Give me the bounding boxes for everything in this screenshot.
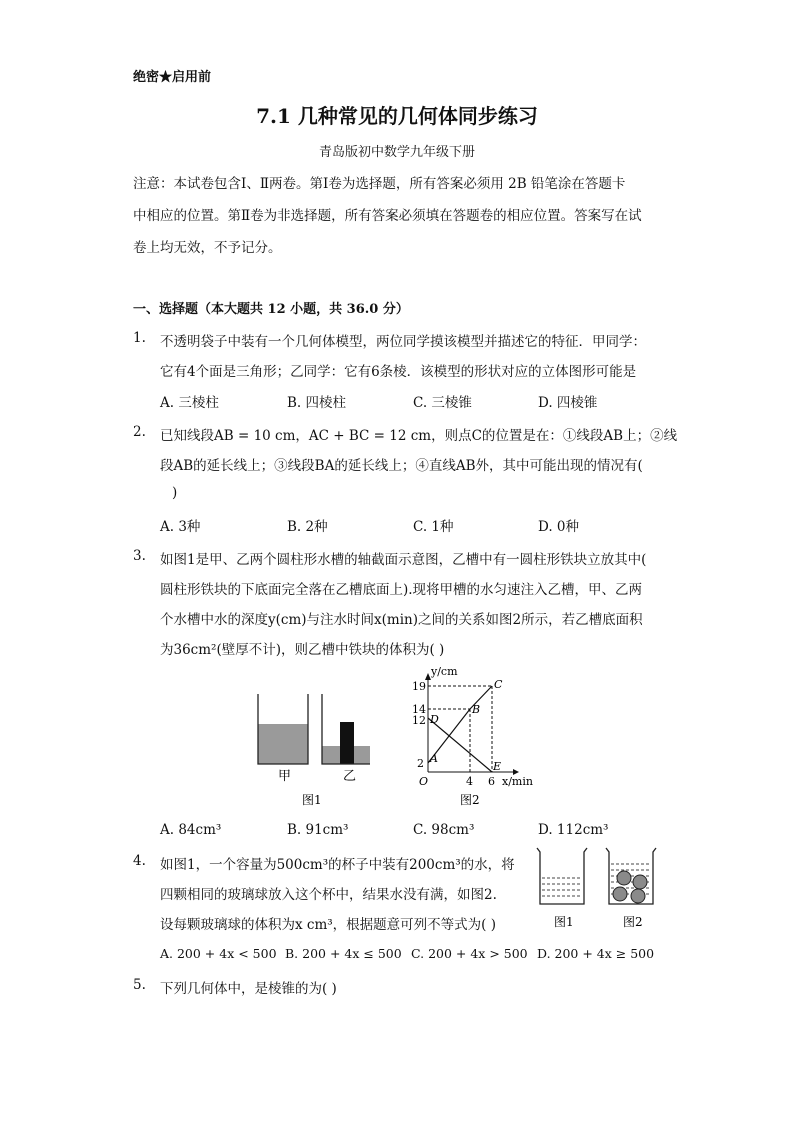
question-text-line: 圆柱形铁块的下底面完全落在乙槽底面上).现将甲槽的水匀速注入乙槽，甲、乙两 bbox=[160, 582, 643, 598]
x-tick-label: 6 bbox=[488, 775, 495, 788]
question-number: 4. bbox=[133, 853, 146, 869]
notice-line-2: 中相应的位置。第Ⅱ卷为非选择题，所有答案必须填在答题卷的相应位置。答案写在试 bbox=[133, 208, 642, 224]
figure-caption: 图1 bbox=[302, 793, 322, 807]
question-text-line: 它有4个面是三角形；乙同学：它有6条棱．该模型的形状对应的立体图形可能是 bbox=[160, 364, 637, 380]
question-text-line: 为36cm²(壁厚不计)，则乙槽中铁块的体积为( ) bbox=[160, 642, 445, 658]
y-axis-label: y/cm bbox=[431, 665, 458, 678]
option-a[interactable]: A. 三棱柱 bbox=[160, 395, 219, 411]
option-a[interactable]: A. 3种 bbox=[160, 519, 201, 535]
question-text-line: 如图1是甲、乙两个圆柱形水槽的轴截面示意图，乙槽中有一圆柱形铁块立放其中( bbox=[160, 552, 647, 568]
option-a[interactable]: A. 200 + 4x < 500 bbox=[160, 946, 277, 961]
question-text-line: 设每颗玻璃球的体积为x cm³，根据题意可列不等式为( ) bbox=[160, 917, 497, 933]
depth-graph bbox=[408, 664, 543, 810]
question-text-line: ) bbox=[172, 485, 178, 501]
y-tick-label: 14 bbox=[412, 703, 426, 716]
page-subtitle: 青岛版初中数学九年级下册 bbox=[318, 145, 475, 160]
point-label: D bbox=[430, 713, 439, 726]
question-text-line: 下列几何体中，是棱锥的为( ) bbox=[160, 981, 337, 997]
option-d[interactable]: D. 0种 bbox=[538, 519, 580, 535]
x-tick-label: 4 bbox=[466, 775, 473, 788]
question-text-line: 段AB的延长线上；③线段BA的延长线上；④直线AB外，其中可能出现的情况有( bbox=[160, 458, 643, 474]
y-tick-label: 2 bbox=[417, 757, 424, 770]
question-text-line: 已知线段AB = 10 cm，AC + BC = 12 cm，则点C的位置是在：①线段AB上；②线 bbox=[160, 428, 678, 444]
point-label: E bbox=[493, 760, 502, 773]
notice-line-1: 注意：本试卷包含Ⅰ、Ⅱ两卷。第Ⅰ卷为选择题，所有答案必须用 2B 铅笔涂在答题卡 bbox=[133, 176, 626, 192]
x-axis-label: x/min bbox=[502, 775, 533, 788]
question-number: 1. bbox=[133, 330, 146, 346]
option-c[interactable]: C. 三棱锥 bbox=[413, 395, 472, 411]
question-number: 5. bbox=[133, 977, 146, 993]
tank-a-water bbox=[258, 724, 308, 764]
point-label: B bbox=[472, 703, 481, 716]
glass-ball bbox=[613, 887, 627, 901]
question-text-line: 四颗相同的玻璃球放入这个杯中，结果水没有满，如图2. bbox=[160, 887, 497, 903]
iron-block bbox=[340, 722, 354, 764]
y-tick-label: 19 bbox=[412, 680, 426, 693]
question-text-line: 如图1，一个容量为500cm³的杯子中装有200cm³的水，将 bbox=[160, 857, 515, 873]
question-text-line: 个水槽中水的深度y(cm)与注水时间x(min)之间的关系如图2所示，若乙槽底面积 bbox=[160, 612, 643, 628]
confidential-label: 绝密★启用前 bbox=[133, 70, 212, 85]
point-label: C bbox=[494, 678, 503, 691]
option-a[interactable]: A. 84cm³ bbox=[160, 822, 222, 838]
figure-caption: 图2 bbox=[623, 915, 643, 929]
option-d[interactable]: D. 四棱锥 bbox=[538, 395, 598, 411]
option-c[interactable]: C. 98cm³ bbox=[413, 822, 475, 838]
notice-line-3: 卷上均无效，不予记分。 bbox=[133, 240, 282, 256]
origin-label: O bbox=[419, 775, 429, 788]
tank-figure bbox=[250, 688, 370, 810]
y-tick-label: 12 bbox=[412, 714, 426, 727]
question-text-line: 不透明袋子中装有一个几何体模型，两位同学摸该模型并描述它的特征．甲同学： bbox=[160, 334, 646, 350]
glass-ball bbox=[631, 889, 645, 903]
section-heading: 一、选择题（本大题共 12 小题，共 36.0 分） bbox=[133, 302, 409, 317]
option-c[interactable]: C. 1种 bbox=[413, 519, 454, 535]
question-number: 3. bbox=[133, 548, 146, 564]
point-label: A bbox=[430, 752, 438, 765]
glass-ball bbox=[617, 871, 631, 885]
glass-ball bbox=[633, 875, 647, 889]
question-number: 2. bbox=[133, 424, 146, 440]
option-b[interactable]: B. 四棱柱 bbox=[287, 395, 347, 411]
cup-1-water bbox=[542, 878, 582, 896]
figure-caption: 图2 bbox=[460, 793, 480, 807]
option-c[interactable]: C. 200 + 4x > 500 bbox=[411, 946, 528, 961]
cups-figure bbox=[534, 844, 664, 934]
option-b[interactable]: B. 2种 bbox=[287, 519, 328, 535]
option-b[interactable]: B. 200 + 4x ≤ 500 bbox=[285, 946, 402, 961]
tank-a-label: 甲 bbox=[278, 769, 292, 784]
figure-caption: 图1 bbox=[554, 915, 574, 929]
option-b[interactable]: B. 91cm³ bbox=[287, 822, 349, 838]
option-d[interactable]: D. 112cm³ bbox=[538, 822, 609, 838]
option-d[interactable]: D. 200 + 4x ≥ 500 bbox=[537, 946, 655, 961]
page-title: 7.1 几种常见的几何体同步练习 bbox=[256, 104, 538, 128]
tank-b-label: 乙 bbox=[343, 769, 357, 784]
